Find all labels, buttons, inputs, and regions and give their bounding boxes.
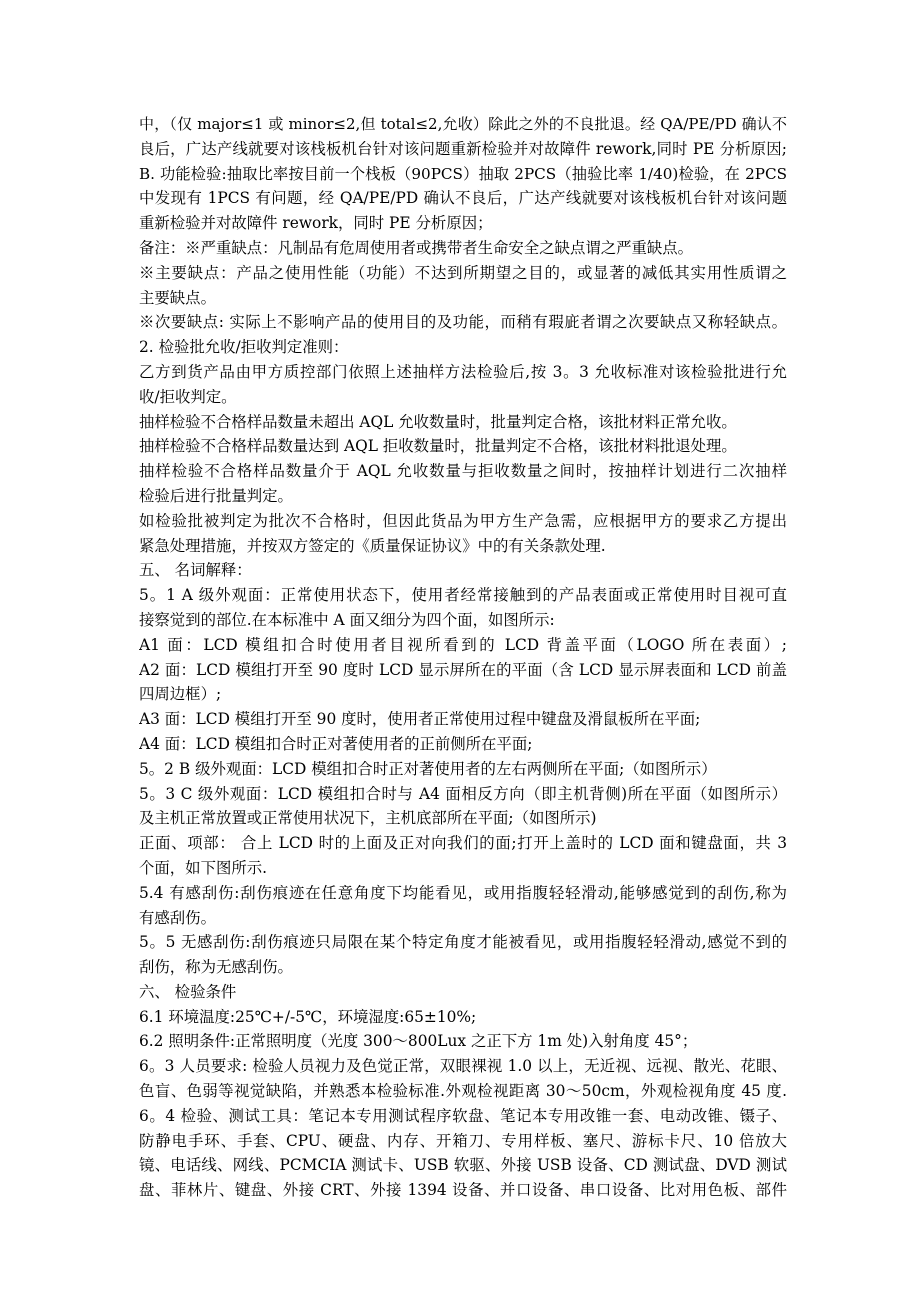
text-line: 重新检验并对故障件 rework，同时 PE 分析原因； [139, 214, 493, 233]
text-line: 抽样检验不合格样品数量达到 AQL 拒收数量时，批量判定不合格，该批材料批退处理。 [139, 437, 737, 456]
text-line: ※主要缺点：产品之使用性能（功能）不达到所期望之目的，或显著的减低其实用性质谓之 [139, 263, 787, 282]
text-line: 抽样检验不合格样品数量未超出 AQL 允收数量时，批量判定合格，该批材料正常允收。 [139, 412, 737, 431]
text-line: 6.1 环境温度:25℃+/-5℃，环境湿度:65±10%; [139, 1007, 477, 1026]
text-line: 中，（仅 major≤1 或 minor≤2,但 total≤2,允收）除此之外的不良批退。经 QA/PE/PD 确认不 [139, 115, 787, 133]
text-line: 乙方到货产品由甲方质控部门依照上述抽样方法检验后,按 3。3 允收标准对该检验批进行允 [139, 362, 787, 381]
text-line: 镜、电话线、网线、PCMCIA 测试卡、USB 软驱、外接 USB 设备、CD 测试盘、DVD 测试 [139, 1156, 787, 1175]
text-line: 5。2 B 级外观面：LCD 模组扣合时正对著使用者的左右两侧所在平面;（如图所示） [139, 759, 717, 778]
text-line: 备注：※严重缺点：凡制品有危周使用者或携带者生命安全之缺点谓之严重缺点。 [139, 238, 694, 257]
text-line: 6.2 照明条件:正常照明度（光度 300～800Lux 之正下方 1m 处)入射角度 45°； [139, 1032, 698, 1051]
text-line: 四周边框）; [139, 685, 222, 704]
text-line: 6。4 检验、测试工具：笔记本专用测试程序软盘、笔记本专用改锥一套、电动改锥、镊子、 [139, 1106, 787, 1125]
text-line: 及主机正常放置或正常使用状况下，主机底部所在平面;（如图所示) [139, 809, 597, 828]
text-line: 色盲、色弱等视觉缺陷，并熟悉本检验标准.外观检视距离 30～50cm，外观检视角度 45 度. [139, 1082, 787, 1101]
text-line: A1 面：LCD 模组扣合时使用者目视所看到的 LCD 背盖平面（LOGO 所在表面）; [139, 635, 787, 654]
text-line: 主要缺点。 [139, 288, 216, 307]
text-line: 个面，如下图所示. [139, 858, 268, 877]
text-line: 5。5 无感刮伤:刮伤痕迹只局限在某个特定角度才能被看见，或用指腹轻轻滑动,感觉不到的 [139, 933, 787, 952]
text-line: 五、 名词解释： [139, 561, 252, 580]
text-line: 5.4 有感刮伤:刮伤痕迹在任意角度下均能看见，或用指腹轻轻滑动,能够感觉到的刮伤,称为 [139, 883, 787, 902]
document-body [139, 112, 787, 1203]
text-line: 收/拒收判定。 [139, 387, 237, 406]
text-line: 盘、菲林片、键盘、外接 CRT、外接 1394 设备、并口设备、串口设备、比对用色板、部件 [139, 1181, 787, 1200]
text-line: 接察觉到的部位.在本标准中 A 面又细分为四个面，如图所示: [139, 610, 555, 629]
text-line: 6。3 人员要求: 检验人员视力及色觉正常，双眼裸视 1.0 以上，无近视、远视、散光、花眼、 [139, 1057, 787, 1076]
text-line: A2 面：LCD 模组打开至 90 度时 LCD 显示屏所在的平面（含 LCD 显示屏表面和 LCD 前盖 [139, 660, 787, 679]
text-line: 防静电手环、手套、CPU、硬盘、内存、开箱刀、专用样板、塞尺、游标卡尺、10 倍放大 [139, 1131, 787, 1150]
text-line: 5。1 A 级外观面：正常使用状态下，使用者经常接触到的产品表面或正常使用时目视可直 [139, 586, 787, 605]
text-line: 检验后进行批量判定。 [139, 486, 293, 505]
text-line: 抽样检验不合格样品数量介于 AQL 允收数量与拒收数量之间时，按抽样计划进行二次抽样 [139, 462, 787, 481]
text-line: 有感刮伤。 [139, 908, 216, 927]
text-line: A3 面：LCD 模组打开至 90 度时，使用者正常使用过程中键盘及滑鼠板所在平面; [139, 710, 701, 729]
text-line: ※次要缺点: 实际上不影响产品的使用目的及功能，而稍有瑕庛者谓之次要缺点又称轻缺点。 [139, 313, 787, 332]
text-line: 2. 检验批允收/拒收判定准则： [139, 338, 349, 357]
text-line: 紧急处理措施，并按双方签定的《质量保证协议》中的有关条款处理. [139, 536, 606, 555]
text-line: 良后，广达产线就要对该栈板机台针对该问题重新检验并对故障件 rework,同时 PE 分析原因; [139, 139, 787, 158]
text-line: 正面、项部： 合上 LCD 时的上面及正对向我们的面;打开上盖时的 LCD 面和键盘面，共 3 [139, 834, 787, 853]
text-line: 刮伤，称为无感刮伤。 [139, 958, 293, 977]
text-line: B. 功能检验:抽取比率按目前一个栈板（90PCS）抽取 2PCS（抽验比率 1/40)检验，在 2PCS [139, 164, 787, 183]
text-line: A4 面：LCD 模组扣合时正对著使用者的正前侧所在平面; [139, 734, 533, 753]
text-line: 中发现有 1PCS 有问题，经 QA/PE/PD 确认不良后，广达产线就要对该栈板机台针对该问题 [139, 189, 787, 208]
text-line: 如检验批被判定为批次不合格时，但因此货品为甲方生产急需，应根据甲方的要求乙方提出 [139, 511, 787, 530]
text-line: 5。3 C 级外观面：LCD 模组扣合时与 A4 面相反方向（即主机背侧)所在平面（如图所示） [139, 784, 787, 803]
text-line: 六、 检验条件 [139, 982, 237, 1001]
